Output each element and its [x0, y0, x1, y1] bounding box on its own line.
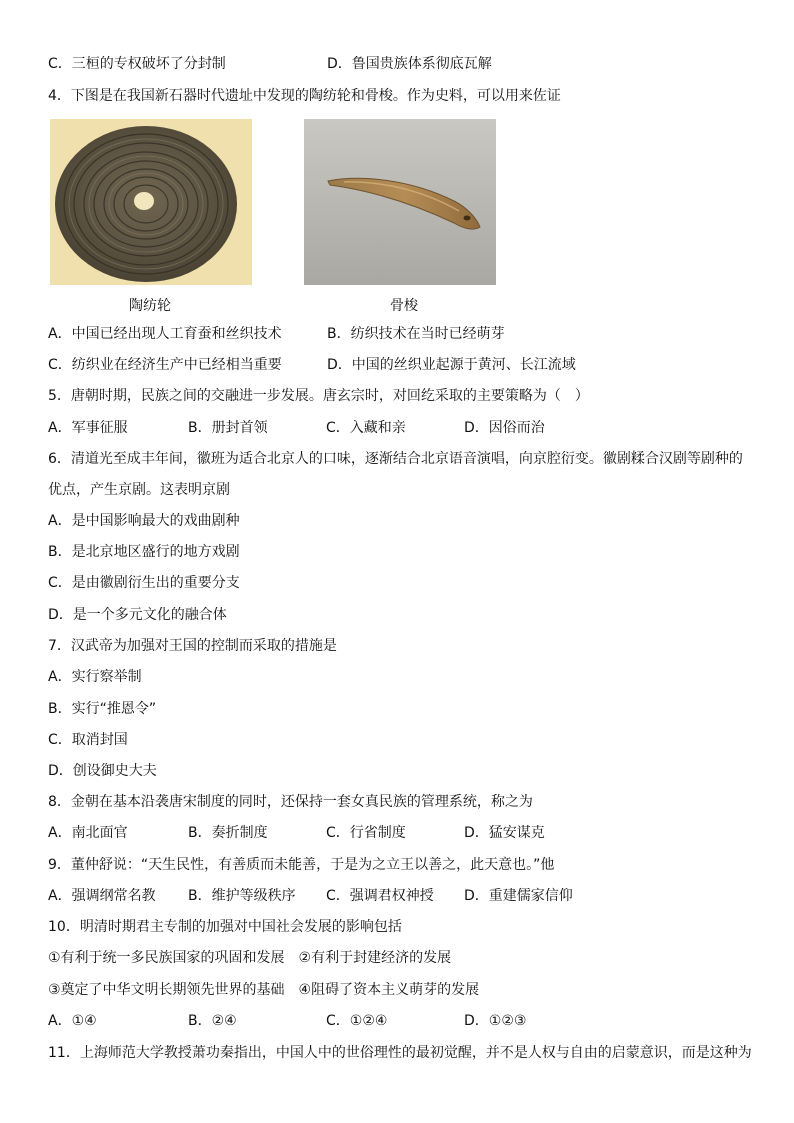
q6-option-b: B．是北京地区盛行的地方戏剧	[48, 544, 240, 560]
q6-option-a: A．是中国影响最大的戏曲剧种	[48, 513, 240, 529]
bone-shuttle-caption: 骨梭	[390, 298, 418, 314]
q4-option-b: B．纺织技术在当时已经萌芽	[327, 326, 505, 342]
q8-option-a: A．南北面官	[48, 825, 128, 841]
q4-option-c: C．纺织业在经济生产中已经相当重要	[48, 357, 282, 373]
q5-option-d: D．因俗而治	[464, 420, 545, 436]
q5-option-a: A．军事征服	[48, 420, 128, 436]
q7-option-d: D．创设御史大夫	[48, 763, 157, 779]
q10-option-d: D．①②③	[464, 1013, 527, 1029]
q6-stem-line2: 优点，产生京剧。这表明京剧	[48, 482, 230, 498]
q6-option-c: C．是由徽剧衍生出的重要分支	[48, 575, 240, 591]
bone-shuttle-image	[304, 119, 496, 285]
q4-stem: 4．下图是在我国新石器时代遗址中发现的陶纺轮和骨梭。作为史料，可以用来佐证	[48, 88, 561, 104]
q9-option-c: C．强调君权神授	[326, 888, 434, 904]
q5-option-b: B．册封首领	[188, 420, 268, 436]
q7-option-a: A．实行察举制	[48, 669, 142, 685]
q10-statements-line1: ①有利于统一多民族国家的巩固和发展 ②有利于封建经济的发展	[48, 950, 452, 966]
spinning-wheel-caption: 陶纺轮	[129, 298, 171, 314]
q5-option-c: C．入藏和亲	[326, 420, 406, 436]
q3-option-d: D．鲁国贵族体系彻底瓦解	[327, 56, 492, 72]
q7-stem: 7．汉武帝为加强对王国的控制而采取的措施是	[48, 638, 337, 654]
q10-option-b: B．②④	[188, 1013, 237, 1029]
q7-option-b: B．实行“推恩令”	[48, 701, 157, 717]
q11-stem: 11．上海师范大学教授萧功秦指出，中国人中的世俗理性的最初觉醒，并不是人权与自由的启蒙意识，而是这种为	[48, 1045, 752, 1061]
q9-option-d: D．重建儒家信仰	[464, 888, 573, 904]
q6-stem-line1: 6．清道光至成丰年间，徽班为适合北京人的口味，逐渐结合北京语音演唱，向京腔衍变。徽剧糅合汉剧等剧种的	[48, 451, 743, 467]
q10-option-a: A．①④	[48, 1013, 97, 1029]
q4-option-a: A．中国已经出现人工育蚕和丝织技术	[48, 326, 282, 342]
q8-option-b: B．奏折制度	[188, 825, 268, 841]
spinning-wheel-image	[50, 119, 252, 285]
q7-option-c: C．取消封国	[48, 732, 128, 748]
q10-option-c: C．①②④	[326, 1013, 388, 1029]
q8-option-c: C．行省制度	[326, 825, 406, 841]
q10-statements-line2: ③奠定了中华文明长期领先世界的基础 ④阻碍了资本主义萌芽的发展	[48, 982, 480, 998]
q9-stem: 9．董仲舒说：“天生民性，有善质而未能善，于是为之立王以善之，此天意也。”他	[48, 857, 555, 873]
q5-stem: 5．唐朝时期，民族之间的交融进一步发展。唐玄宗时，对回纥采取的主要策略为（ ）	[48, 388, 589, 404]
q10-stem: 10．明清时期君主专制的加强对中国社会发展的影响包括	[48, 919, 402, 935]
q9-option-b: B．维护等级秩序	[188, 888, 296, 904]
q9-option-a: A．强调纲常名教	[48, 888, 156, 904]
q3-option-c: C．三桓的专权破坏了分封制	[48, 56, 226, 72]
q6-option-d: D．是一个多元文化的融合体	[48, 607, 227, 623]
q4-option-d: D．中国的丝织业起源于黄河、长江流域	[327, 357, 576, 373]
q8-stem: 8．金朝在基本沿袭唐宋制度的同时，还保持一套女真民族的管理系统，称之为	[48, 794, 533, 810]
q8-option-d: D．猛安谋克	[464, 825, 545, 841]
